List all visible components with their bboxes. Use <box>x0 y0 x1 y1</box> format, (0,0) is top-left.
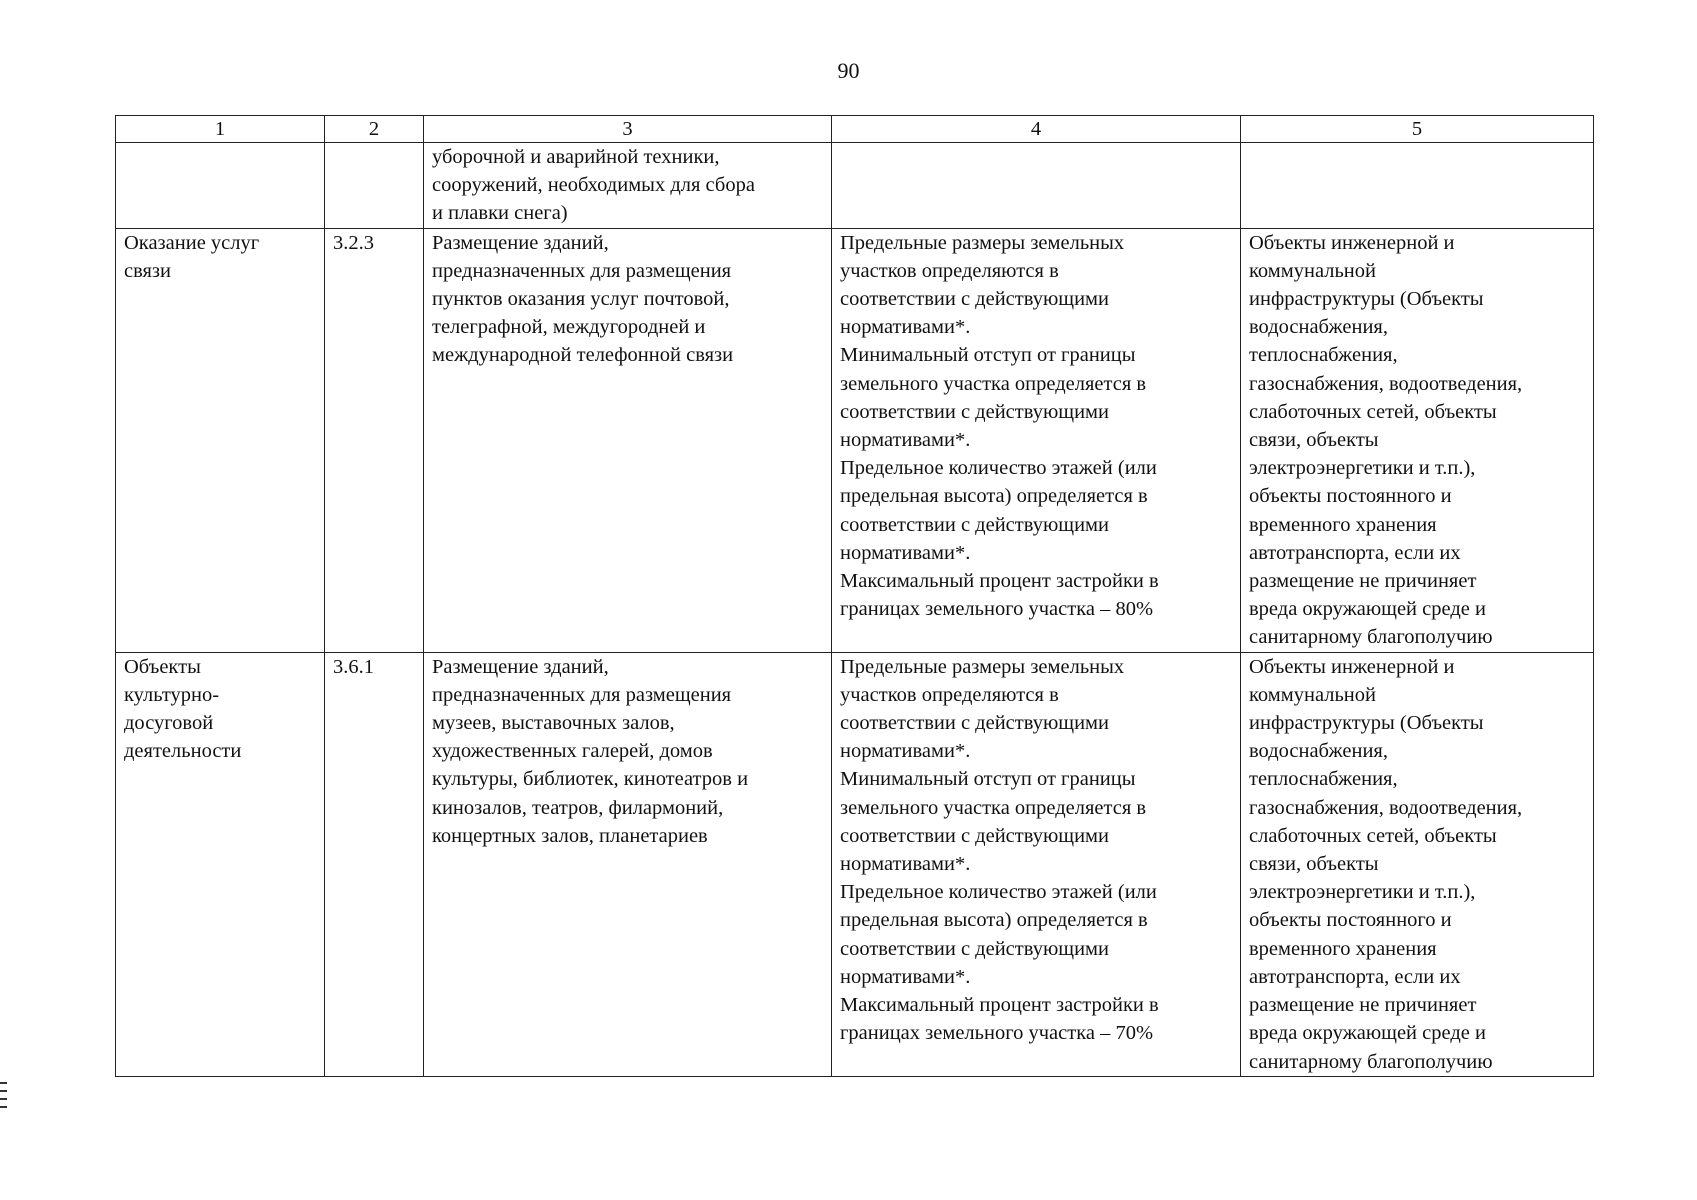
auxiliary-uses-cell <box>1241 143 1594 229</box>
land-use-description-cell: уборочной и аварийной техники, сооружений, необходимых для сбора и плавки снега) <box>424 143 832 229</box>
header-col-1: 1 <box>116 116 325 143</box>
land-use-description-cell: Размещение зданий, предназначенных для размещения музеев, выставочных залов, художественных галерей, домов культуры, библиотек, кинотеатров и кинозалов, театров, филармоний, концертных залов, планетариев <box>424 652 832 1076</box>
scan-artifact <box>0 1082 7 1084</box>
table-row <box>116 228 1594 652</box>
scan-artifact <box>0 1090 7 1092</box>
scan-artifact <box>0 1098 7 1100</box>
page-number: 90 <box>837 58 860 83</box>
land-use-code-cell <box>325 143 424 229</box>
zoning-table <box>115 115 1594 1077</box>
parameters-cell <box>832 143 1241 229</box>
header-col-5: 5 <box>1241 116 1594 143</box>
land-use-name-cell: Оказание услуг связи <box>116 228 325 652</box>
parameters-cell: Предельные размеры земельных участков определяются в соответствии с действующими нормативами*. Минимальный отступ от границы земельного участка определяется в соответствии с действующими нормативами*. Предельное количество этажей (или предельная высота) определяется в соответствии с действующими нормативами*. Максимальный процент застройки в границах земельного участка – 70% <box>832 652 1241 1076</box>
auxiliary-uses-cell: Объекты инженерной и коммунальной инфраструктуры (Объекты водоснабжения, теплоснабжения, газоснабжения, водоотведения, слаботочных сетей, объекты связи, объекты электроэнергетики и т.п.), объекты постоянного и временного хранения автотранспорта, если их размещение не причиняет вреда окружающей среде и санитарному благополучию <box>1241 652 1594 1076</box>
auxiliary-uses-cell: Объекты инженерной и коммунальной инфраструктуры (Объекты водоснабжения, теплоснабжения, газоснабжения, водоотведения, слаботочных сетей, объекты связи, объекты электроэнергетики и т.п.), объекты постоянного и временного хранения автотранспорта, если их размещение не причиняет вреда окружающей среде и санитарному благополучию <box>1241 228 1594 652</box>
table-row <box>116 143 1594 229</box>
land-use-name-cell: Объекты культурно- досуговой деятельности <box>116 652 325 1076</box>
land-use-code-cell: 3.2.3 <box>325 228 424 652</box>
land-use-name-cell <box>116 143 325 229</box>
header-col-3: 3 <box>424 116 832 143</box>
parameters-cell: Предельные размеры земельных участков определяются в соответствии с действующими нормативами*. Минимальный отступ от границы земельного участка определяется в соответствии с действующими нормативами*. Предельное количество этажей (или предельная высота) определяется в соответствии с действующими нормативами*. Максимальный процент застройки в границах земельного участка – 80% <box>832 228 1241 652</box>
header-row <box>116 116 1594 143</box>
header-col-2: 2 <box>325 116 424 143</box>
scan-artifact <box>0 1106 7 1108</box>
table-row <box>116 652 1594 1076</box>
header-col-4: 4 <box>832 116 1241 143</box>
land-use-code-cell: 3.6.1 <box>325 652 424 1076</box>
land-use-description-cell: Размещение зданий, предназначенных для размещения пунктов оказания услуг почтовой, телеграфной, междугородней и международной телефонной связи <box>424 228 832 652</box>
